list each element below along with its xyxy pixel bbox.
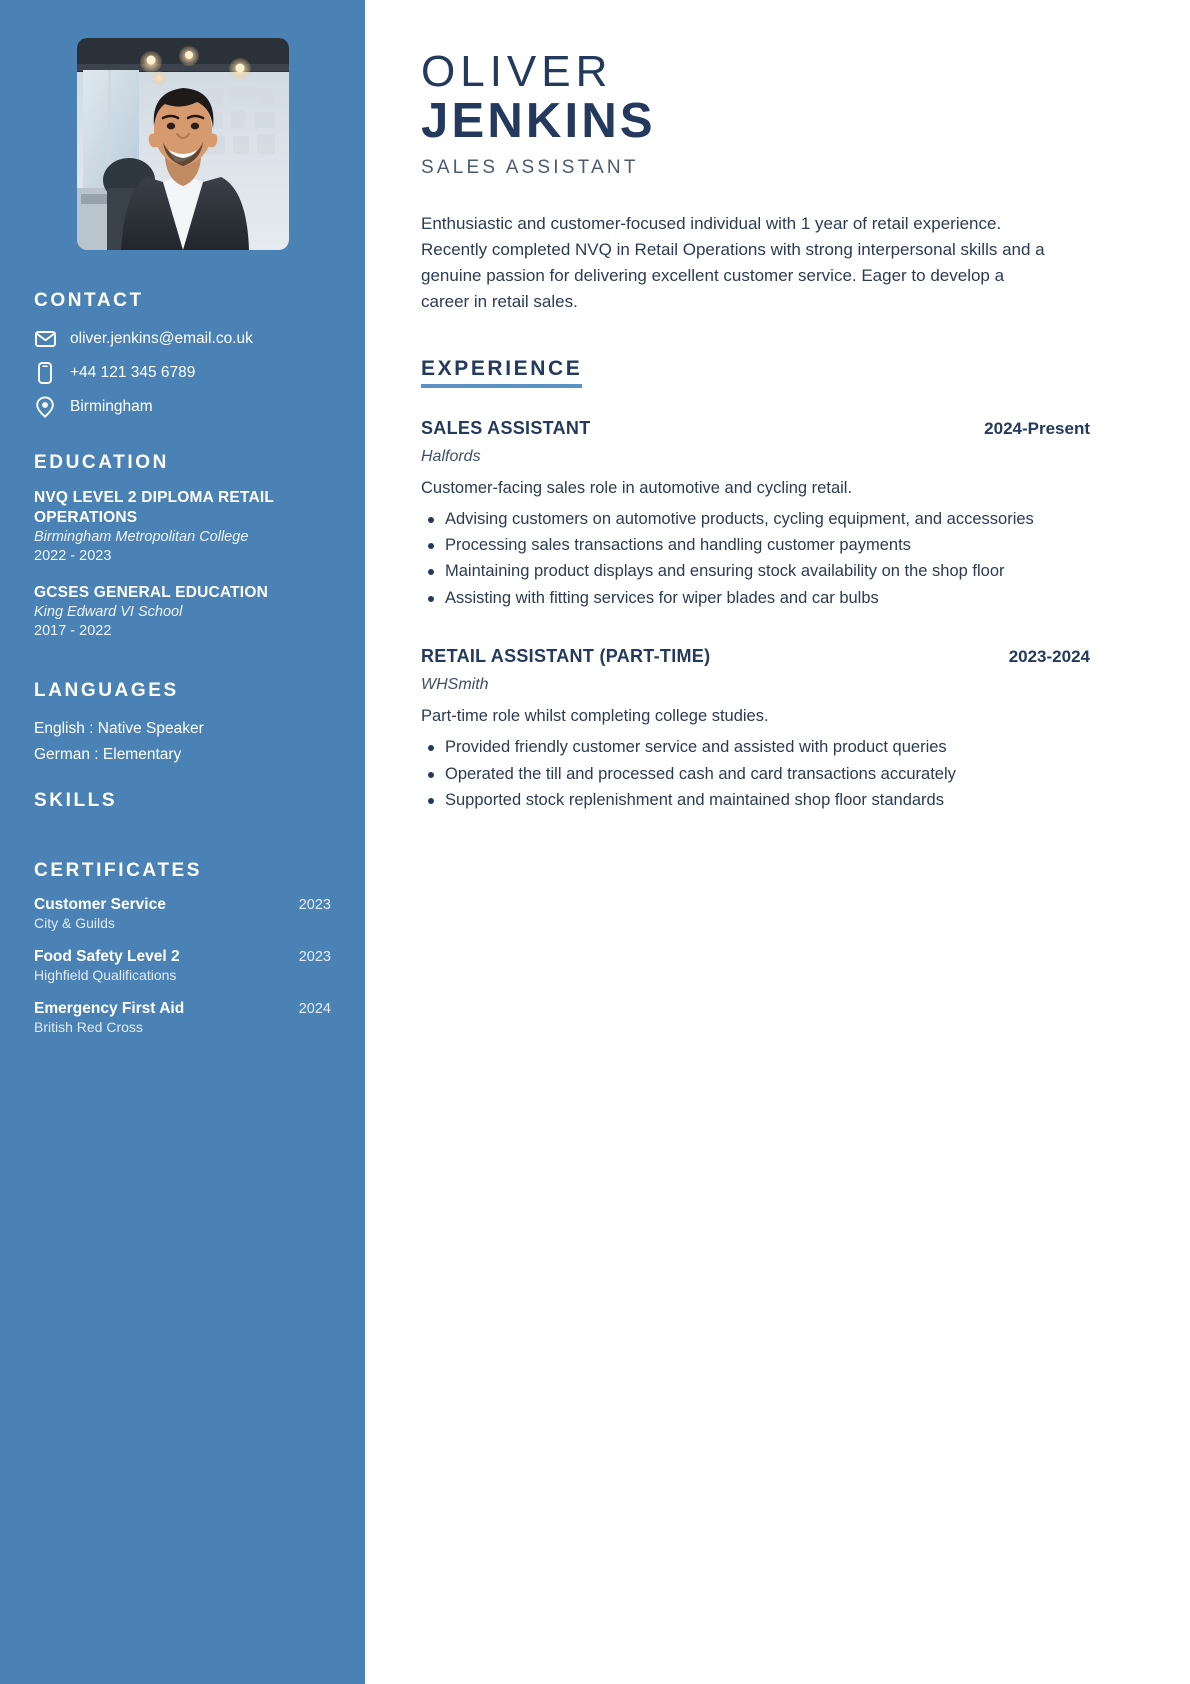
experience-role: SALES ASSISTANT	[421, 417, 591, 438]
experience-company: WHSmith	[421, 676, 489, 694]
education-item	[34, 583, 331, 641]
certificate-name: Emergency First Aid	[34, 1000, 185, 1018]
avatar	[77, 38, 289, 250]
education-school: King Edward VI School	[34, 603, 183, 620]
contact-location-value: Birmingham	[70, 397, 153, 415]
certificate-year: 2024	[298, 1001, 331, 1018]
certificate-item	[34, 896, 331, 931]
job-title: SALES ASSISTANT	[421, 157, 639, 179]
certificate-issuer: British Red Cross	[34, 1019, 143, 1036]
language-item: English : Native Speaker	[34, 720, 204, 738]
skills-heading: SKILLS	[34, 790, 118, 812]
spacer	[34, 768, 331, 790]
education-degree: NVQ LEVEL 2 DIPLOMA RETAIL OPERATIONS	[34, 489, 274, 526]
experience-description: Part-time role whilst completing college studies.	[421, 707, 769, 726]
experience-dates: 2023-2024	[1008, 647, 1090, 667]
phone-icon	[34, 362, 56, 384]
certificate-year: 2023	[298, 897, 331, 914]
experience-bullet: Assisting with fitting services for wiper blades and car bulbs	[421, 587, 1041, 610]
certificate-item	[34, 1000, 331, 1035]
contact-email-value: oliver.jenkins@email.co.uk	[70, 329, 253, 347]
education-heading: EDUCATION	[34, 452, 169, 473]
sidebar	[0, 0, 365, 1684]
experience-company: Halfords	[421, 447, 481, 465]
experience-bullet: Advising customers on automotive products, cycling equipment, and accessories	[421, 508, 1041, 531]
profile-photo-image	[77, 38, 289, 250]
certificate-issuer: City & Guilds	[34, 915, 115, 932]
language-item: German : Elementary	[34, 746, 182, 764]
experience-heading: EXPERIENCE	[421, 357, 582, 388]
experience-role: RETAIL ASSISTANT (PART-TIME)	[421, 646, 711, 667]
spacer	[34, 838, 331, 860]
education-years: 2017 - 2022	[34, 622, 112, 639]
location-pin-icon	[34, 396, 56, 418]
certificate-issuer: Highfield Qualifications	[34, 967, 177, 984]
languages-heading: LANGUAGES	[34, 680, 179, 702]
envelope-icon	[34, 328, 56, 350]
last-name: JENKINS	[421, 93, 656, 148]
contact-phone-value: +44 121 345 6789	[70, 363, 196, 381]
certificate-item	[34, 948, 331, 983]
skills-list-empty	[34, 828, 331, 838]
experience-bullet-list	[421, 508, 1090, 611]
experience-bullet-list	[421, 736, 1090, 812]
education-degree: GCSES GENERAL EDUCATION	[34, 584, 268, 602]
contact-heading: CONTACT	[34, 290, 144, 311]
contact-location[interactable]	[34, 396, 331, 418]
experience-dates: 2024-Present	[984, 418, 1090, 438]
experience-entry	[421, 646, 1090, 812]
experience-bullet: Processing sales transactions and handling customer payments	[421, 534, 1041, 557]
first-name: OLIVER	[421, 47, 613, 96]
education-school: Birmingham Metropolitan College	[34, 528, 249, 545]
main-content	[365, 0, 1190, 1684]
experience-entry	[421, 418, 1090, 611]
education-item	[34, 488, 331, 566]
profile-summary: Enthusiastic and customer-focused individual with 1 year of retail experience. Recently completed NVQ in Retail Operations with strong interpersonal skills and a genuine passion for delivering excellent customer service. Eager to develop a career in retail sales.	[421, 214, 1045, 311]
experience-bullet: Supported stock replenishment and maintained shop floor standards	[421, 789, 1041, 812]
certificate-year: 2023	[298, 949, 331, 966]
experience-bullet: Maintaining product displays and ensuring stock availability on the shop floor	[421, 560, 1041, 583]
certificate-name: Food Safety Level 2	[34, 948, 180, 966]
education-years: 2022 - 2023	[34, 547, 112, 564]
certificate-name: Customer Service	[34, 896, 166, 914]
contact-email[interactable]	[34, 328, 331, 350]
experience-bullet: Provided friendly customer service and assisted with product queries	[421, 736, 1041, 759]
spacer	[34, 658, 331, 680]
spacer	[34, 430, 331, 452]
experience-description: Customer-facing sales role in automotive and cycling retail.	[421, 478, 853, 497]
certificates-heading: CERTIFICATES	[34, 860, 203, 882]
contact-phone[interactable]	[34, 362, 331, 384]
experience-bullet: Operated the till and processed cash and card transactions accurately	[421, 763, 1041, 786]
